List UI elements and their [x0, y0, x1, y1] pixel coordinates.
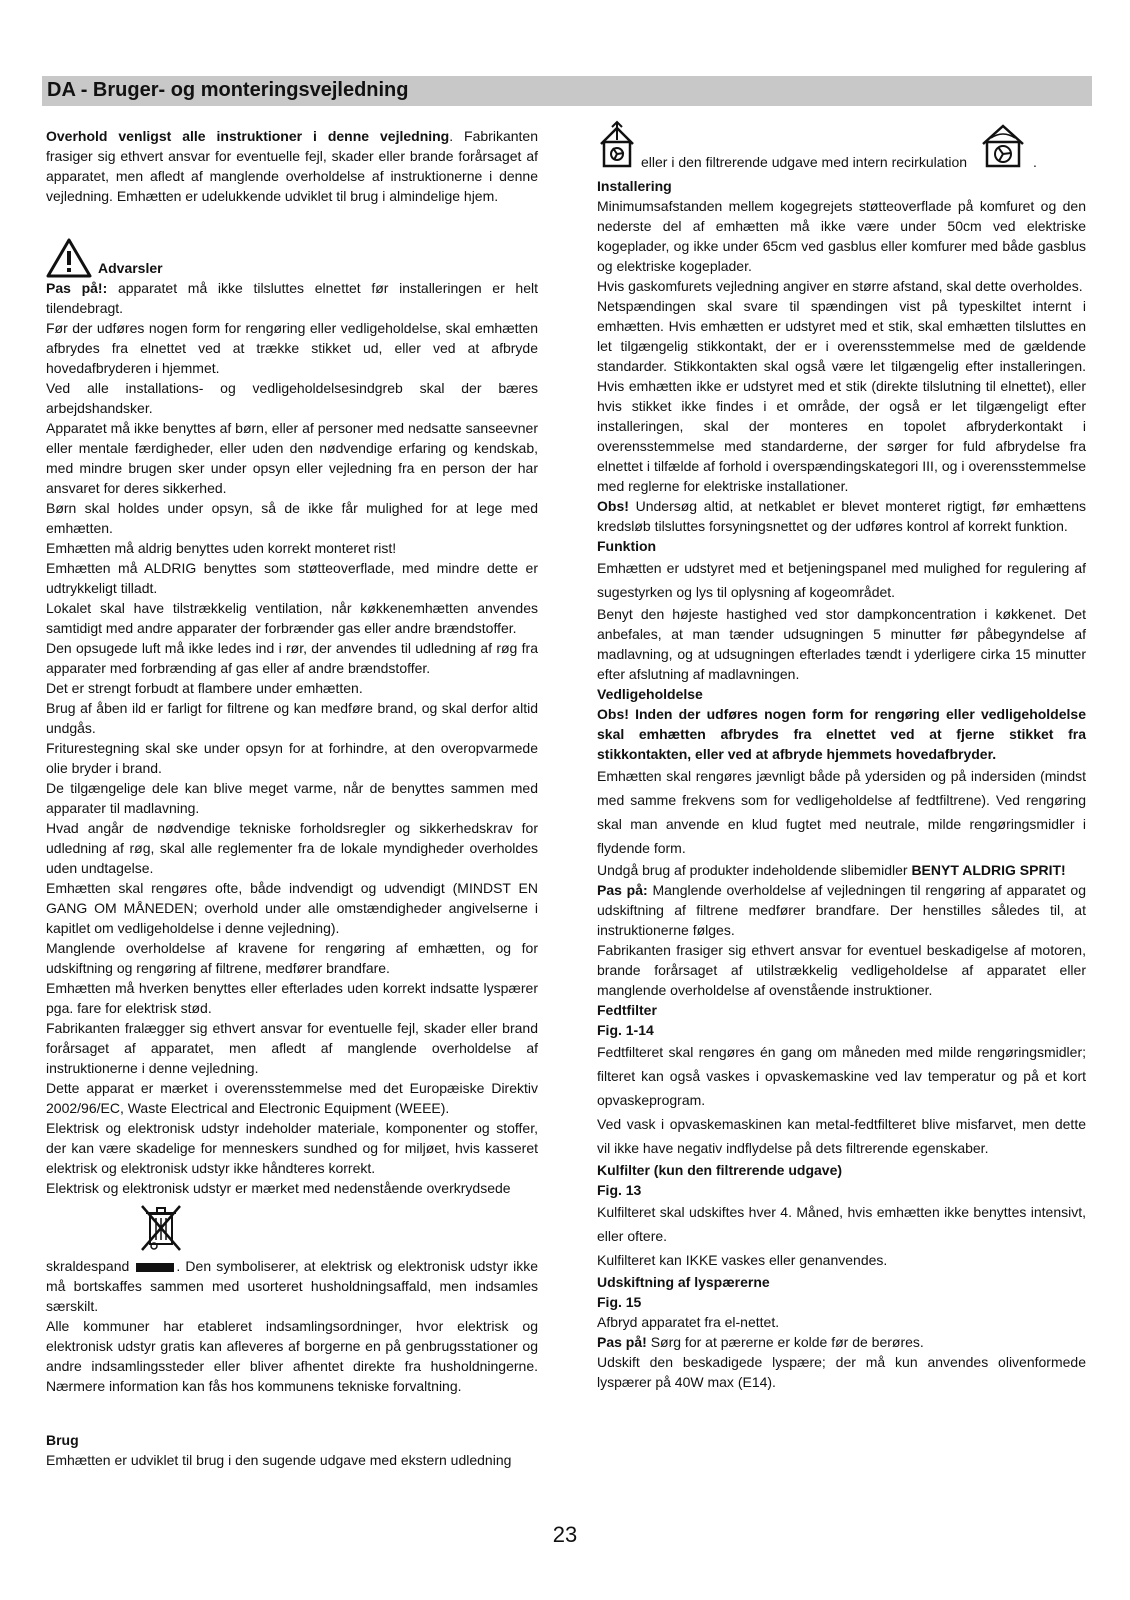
ducted-extraction-icon — [597, 120, 637, 170]
carbon-filter-paragraph: Kulfilteret skal udskiftes hver 4. Måned, hvis emhætten ikke benyttes intensivt, eller oftere. — [597, 1204, 1086, 1244]
warning-paragraph — [46, 278, 538, 318]
lamp-fig: Fig. 15 — [597, 1294, 642, 1310]
maintenance-paragraph: Fabrikanten frasiger sig ethvert ansvar for eventuel beskadigelse af motoren, brande forårsaget af utilstrækkelig vedligeholdelse af apparatet eller manglende overholdelse af ovenstående instruktioner. — [597, 942, 1086, 998]
lamp-title: Udskiftning af lyspærerne — [597, 1274, 770, 1290]
warning-paragraph: Emhætten må aldrig benyttes uden korrekt monteret rist! — [46, 540, 397, 556]
venting-text: eller i den filtrerende udgave med intern recirkulation — [641, 154, 968, 170]
warning-bold: Pas på!: — [46, 280, 108, 296]
warning-paragraph: Brug af åben ild er farligt for filtrene og kan medføre brand, og skal derfor altid undgås. — [46, 700, 538, 736]
usage-title: Brug — [46, 1432, 79, 1448]
recirculation-icon — [979, 122, 1027, 170]
function-paragraph: Emhætten er udstyret med et betjeningspanel med mulighed for regulering af sugestyrken og lys til oplysning af kogeområdet. — [597, 560, 1086, 600]
warning-paragraph: Friturestegning skal ske under opsyn for at forhindre, at den overopvarmede olie bryder i brand. — [46, 740, 538, 776]
header-bar — [42, 76, 1092, 106]
weee-symbol-block — [46, 1198, 538, 1256]
grease-filter-title: Fedtfilter — [597, 1002, 657, 1018]
warning-paragraph: Fabrikanten fralægger sig ethvert ansvar for eventuelle fejl, skader eller brand forårsaget af apparatet, men afledt af manglende overholdelse af instruktionerne i denne vejledning. — [46, 1020, 538, 1076]
warning-paragraph: Børn skal holdes under opsyn, så de ikke får mulighed for at lege med emhætten. — [46, 500, 538, 536]
right-column — [597, 120, 1086, 1392]
install-obs-paragraph — [597, 496, 1086, 536]
install-paragraph: Hvis gaskomfurets vejledning angiver en større afstand, skal dette overholdes. — [597, 278, 1083, 294]
warnings-heading — [46, 238, 538, 278]
warning-paragraph: Det er strengt forbudt at flambere under emhætten. — [46, 680, 363, 696]
warning-paragraph: Den opsugede luft må ikke ledes ind i rør, der anvendes til udledning af røg fra apparater med forbrænding af gas eller af andre brændstoffer. — [46, 640, 538, 676]
warning-paragraph: Hvad angår de nødvendige tekniske forholdsregler og sikkerhedskrav for udledning af røg, skal alle reglementer fra de lokale myndigheder overholdes uden undtagelse. — [46, 820, 538, 876]
warning-paragraph: Lokalet skal have tilstrækkelig ventilation, når køkkenemhætten anvendes samtidigt med andre apparater der forbrænder gas eller andre brændstoffer. — [46, 600, 538, 636]
maintenance-bold: BENYT ALDRIG SPRIT! — [911, 862, 1066, 878]
venting-dot: . — [1033, 154, 1037, 170]
venting-modes-row — [597, 120, 1086, 176]
install-paragraph: Minimumsafstanden mellem kogegrejets støtteoverflade på komfuret og den nederste del af emhætten må ikke være under 50cm ved elektriske kogeplader, og ikke under 65cm ved gasblus eller komfurer med både gasblus og elektriske kogeplader. — [597, 198, 1086, 274]
maintenance-paragraph — [597, 860, 1086, 880]
lamp-caution-bold: Pas på! — [597, 1334, 647, 1350]
usage-text: Emhætten er udviklet til brug i den sugende udgave med ekstern udledning — [46, 1452, 512, 1468]
intro-paragraph — [46, 126, 538, 206]
warning-paragraph: Før der udføres nogen form for rengøring eller vedligeholdelse, skal emhætten afbrydes fra elnettet ved at trække stikket ud, eller ved at afbryde hovedafbryderen i hjemmet. — [46, 320, 538, 376]
grease-filter-fig: Fig. 1-14 — [597, 1022, 654, 1038]
function-title: Funktion — [597, 538, 657, 554]
lamp-paragraph: Udskift den beskadigede lyspære; der må kun anvendes olivenformede lyspærer på 40W max (E14). — [597, 1354, 1086, 1390]
weee-bar-symbol — [136, 1263, 174, 1272]
lamp-paragraph — [597, 1332, 1086, 1352]
left-column — [46, 126, 538, 1470]
crossed-out-bin-icon — [138, 1202, 184, 1252]
spacer — [46, 1396, 538, 1430]
grease-filter-paragraph: Fedtfilteret skal rengøres én gang om måneden med milde rengøringsmidler; filteret kan også vaskes i opvaskemaskine ved lav temperatur og på et kort opvaskeprogram. — [597, 1044, 1086, 1108]
weee-pre-text: skraldespand — [46, 1258, 130, 1274]
lamp-paragraph: Afbryd apparatet fra el-nettet. — [597, 1314, 780, 1330]
maintenance-title: Vedligeholdelse — [597, 686, 703, 702]
carbon-filter-title: Kulfilter (kun den filtrerende udgave) — [597, 1162, 843, 1178]
grease-filter-paragraph: Ved vask i opvaskemaskinen kan metal-fedtfilteret blive misfarvet, men dette vil ikke have negativ indflydelse på dets filtrerende egenskaber. — [597, 1116, 1086, 1156]
page-title: DA - Bruger- og monteringsvejledning — [47, 79, 409, 101]
maintenance-text: Undgå brug af produkter indeholdende slibemidler — [597, 862, 912, 878]
install-title: Installering — [597, 178, 672, 194]
warnings-title: Advarsler — [98, 260, 163, 276]
warning-paragraph: Dette apparat er mærket i overensstemmelse med det Europæiske Direktiv 2002/96/EC, Waste Electrical and Electronic Equipment (WEEE). — [46, 1080, 538, 1116]
warning-triangle-icon — [46, 238, 92, 278]
install-obs-text: Undersøg altid, at netkablet er blevet monteret rigtigt, før emhættens kredsløb tilsluttes forsyningsnettet og der udføres kontrol af korrekt funktion. — [597, 498, 1086, 534]
warning-paragraph: Emhætten skal rengøres ofte, både indvendigt og udvendigt (MINDST EN GANG OM MÅNEDEN; overhold under alle omstændigheder angivelserne i kapitlet om vedligeholdelse i denne vejledning). — [46, 880, 538, 936]
warning-paragraph: Emhætten må hverken benyttes eller efterlades uden korrekt indsatte lyspærer pga. fare for elektrisk stød. — [46, 980, 538, 1016]
lamp-caution-text: Sørg for at pærerne er kolde før de berøres. — [646, 1334, 924, 1350]
maintenance-paragraph: Emhætten skal rengøres jævnligt både på ydersiden og på indersiden (mindst med samme frekvens som for vedligeholdelse af fedtfiltrene). Ved rengøring skal man anvende en klud fugtet med neutrale, milde rengøringsmidler i flydende form. — [597, 768, 1086, 856]
page-number: 23 — [552, 1522, 578, 1547]
carbon-filter-fig: Fig. 13 — [597, 1182, 642, 1198]
warning-paragraph: Elektrisk og elektronisk udstyr indeholder materiale, komponenter og stoffer, der kan være skadelige for menneskers sundhed og for miljøet, hvis kasseret elektrisk og elektronisk udstyr ikke håndteres korrekt. — [46, 1120, 538, 1176]
warning-paragraph: Ved alle installations- og vedligeholdelsesindgreb skal der bæres arbejdshandsker. — [46, 380, 538, 416]
install-obs-bold: Obs! — [597, 498, 629, 514]
install-paragraph: Netspændingen skal svare til spændingen vist på typeskiltet internt i emhætten. Hvis emhætten er udstyret med et stik, skal emhætten tilsluttes en let tilgængelig stikkontakt, der er i overensstemmelse med de gældende standarder. Stikkontakten skal også være let tilgængelig efter installeringen. Hvis emhætten ikke er udstyret med et stik (direkte tilslutning til elnettet), eller hvis stikket ikke findes i et område, der også er let tilgængeligt efter installeringen, skal der monteres en topolet afbryderkontakt i overensstemmelse med standarderne, der sørger for fuld afbrydelse fra elnettet i tilfælde af forhold i overspændingskategori III, og i overensstemmelse med reglerne for elektriske installationer. — [597, 298, 1086, 494]
maintenance-warning: Obs! Inden der udføres nogen form for rengøring eller vedligeholdelse skal emhætten afbrydes fra elnettet ved at fjerne stikket fra stikkontakten, eller ved at afbryde hjemmets hovedafbryder. — [597, 706, 1086, 762]
warning-text: apparatet må ikke tilsluttes elnettet før installeringen er helt tilendebragt. — [46, 280, 538, 316]
carbon-filter-paragraph: Kulfilteret kan IKKE vaskes eller genanvendes. — [597, 1252, 888, 1268]
function-paragraph: Benyt den højeste hastighed ved stor dampkoncentration i køkkenet. Det anbefales, at man tænder udsugningen 5 minutter før påbegyndelse af madlavning, og at udsugningen efterlades tændt i yderligere cirka 15 minutter efter afslutning af madlavningen. — [597, 606, 1086, 682]
maintenance-paragraph — [597, 880, 1086, 940]
intro-bold: Overhold venligst alle instruktioner i denne vejledning — [46, 128, 450, 144]
weee-post-text: . Den symboliserer, at elektrisk og elektronisk udstyr ikke må bortskaffes sammen med usorteret husholdningsaffald, men indsamles særskilt. — [46, 1258, 538, 1314]
warning-paragraph: Manglende overholdelse af kravene for rengøring af emhætten, og for udskiftning og rengøring af filtrene, medfører brandfare. — [46, 940, 538, 976]
municipal-paragraph: Alle kommuner har etableret indsamlingsordninger, hvor elektrisk og elektronisk udstyr gratis kan afleveres af borgerne en på genbrugsstationer og andre indsamlingssteder eller bliver afhentet direkte fra husholdningerne. Nærmere information kan fås hos kommunens tekniske forvaltning. — [46, 1318, 538, 1394]
intro-text: . Fabrikanten frasiger sig ethvert ansvar for eventuelle fejl, skader eller brande forårsaget af apparatet, men afledt af manglende overholdelse af instruktionerne i denne vejledning. Emhætten er udelukkende udviklet til brug i almindelige hjem. — [46, 128, 538, 204]
warning-paragraph: De tilgængelige dele kan blive meget varme, når de benyttes sammen med apparater til madlavning. — [46, 780, 538, 816]
maintenance-caution-text: Manglende overholdelse af vejledningen til rengøring af apparatet og udskiftning af filtrene medfører brandfare. Der henstilles således til, at instruktionerne følges. — [597, 882, 1086, 938]
warning-paragraph: Apparatet må ikke benyttes af børn, eller af personer med nedsatte sanseevner eller mentale færdigheder, eller uden den nødvendige erfaring og kendskab, med mindre brugen sker under opsyn eller vejledning fra en person der har ansvaret for deres sikkerhed. — [46, 420, 538, 496]
weee-paragraph — [46, 1256, 538, 1316]
warning-paragraph: Elektrisk og elektronisk udstyr er mærket med nedenstående overkrydsede — [46, 1180, 511, 1196]
maintenance-caution-bold: Pas på: — [597, 882, 648, 898]
warning-paragraph: Emhætten må ALDRIG benyttes som støtteoverflade, med mindre dette er udtrykkeligt tilladt. — [46, 560, 538, 596]
